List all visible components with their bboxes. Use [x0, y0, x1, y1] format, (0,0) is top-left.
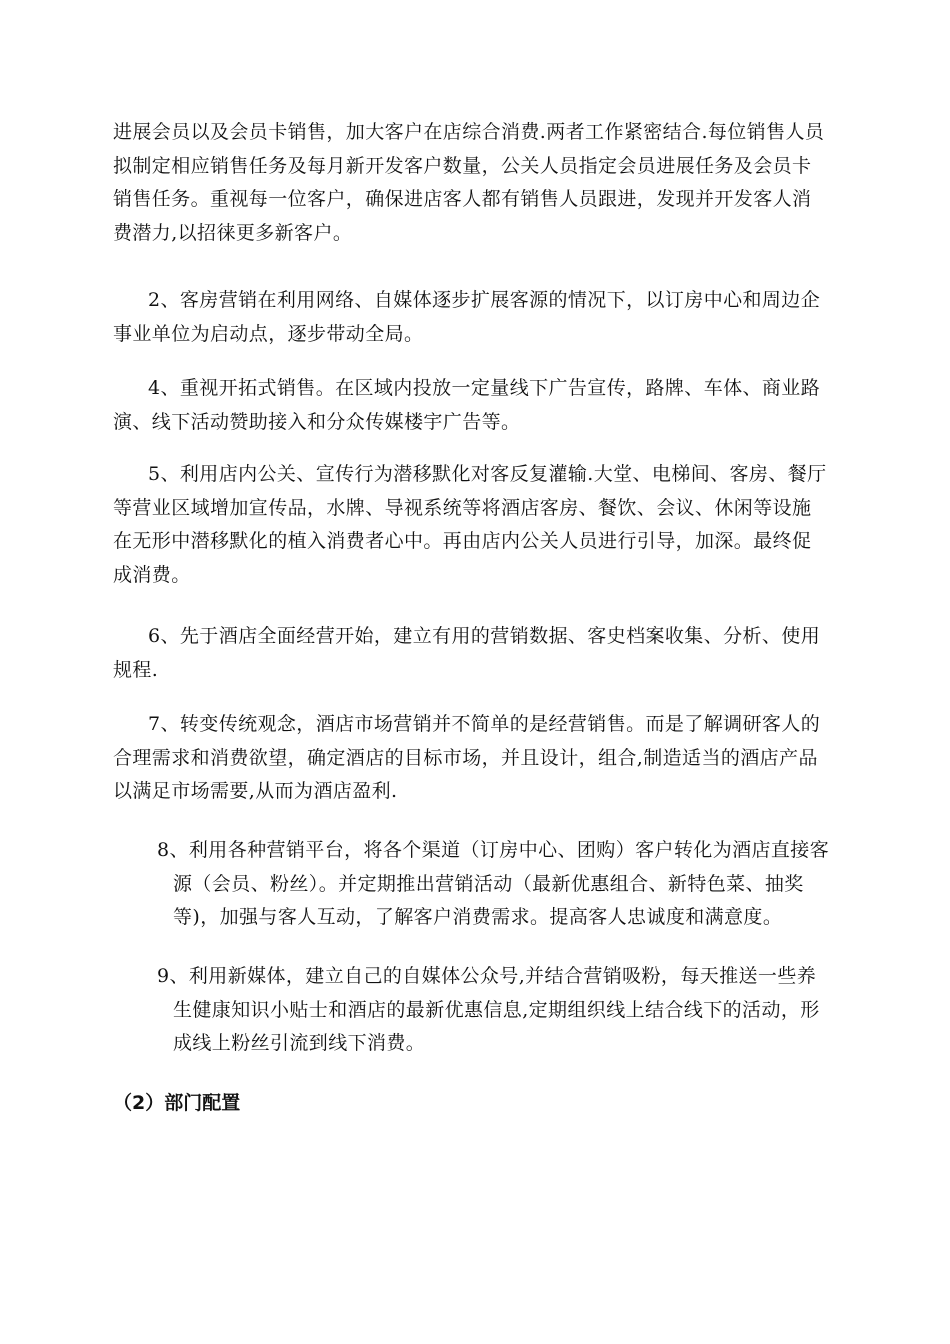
paragraph-item-5: 5、利用店内公关、宣传行为潜移默化对客反复灌输.大堂、电梯间、客房、餐厅等营业区域增加宣传品，水牌、导视系统等将酒店客房、餐饮、会议、休闲等设施在无形中潜移默化的植入消费者心中。再由店内公关人员进行引导，加深。最终促成消费。 [113, 463, 827, 586]
paragraph-item-4: 4、重视开拓式销售。在区域内投放一定量线下广告宣传，路牌、车体、商业路演、线下活动赞助接入和分众传媒楼宇广告等。 [113, 377, 821, 433]
paragraph-item-8: 8、利用各种营销平台，将各个渠道（订房中心、团购）客户转化为酒店直接客源（会员、粉丝）。并定期推出营销活动（最新优惠组合、新特色菜、抽奖等)，加强与客人互动，了解客户消费需求。提高客人忠诚度和满意度。 [157, 839, 830, 928]
paragraph-item-7: 7、转变传统观念，酒店市场营销并不简单的是经营销售。而是了解调研客人的合理需求和消费欲望，确定酒店的目标市场，并且设计，组合,制造适当的酒店产品以满足市场需要,从而为酒店盈利. [113, 713, 821, 802]
section-heading: （2）部门配置 [113, 1092, 241, 1114]
paragraph-item-6: 6、先于酒店全面经营开始，建立有用的营销数据、客史档案收集、分析、使用规程. [113, 625, 821, 681]
paragraph-item-9: 9、利用新媒体，建立自己的自媒体公众号,并结合营销吸粉，每天推送一些养生健康知识小贴士和酒店的最新优惠信息,定期组织线上结合线下的活动，形成线上粉丝引流到线下消费。 [157, 965, 820, 1054]
paragraph-membership-sales: 进展会员以及会员卡销售，加大客户在店综合消费.两者工作紧密结合.每位销售人员拟制定相应销售任务及每月新开发客户数量，公关人员指定会员进展任务及会员卡销售任务。重视每一位客户，确保进店客人都有销售人员跟进，发现并开发客人消费潜力,以招徕更多新客户。 [113, 121, 825, 244]
paragraph-item-2: 2、客房营销在利用网络、自媒体逐步扩展客源的情况下，以订房中心和周边企事业单位为启动点，逐步带动全局。 [113, 289, 821, 345]
